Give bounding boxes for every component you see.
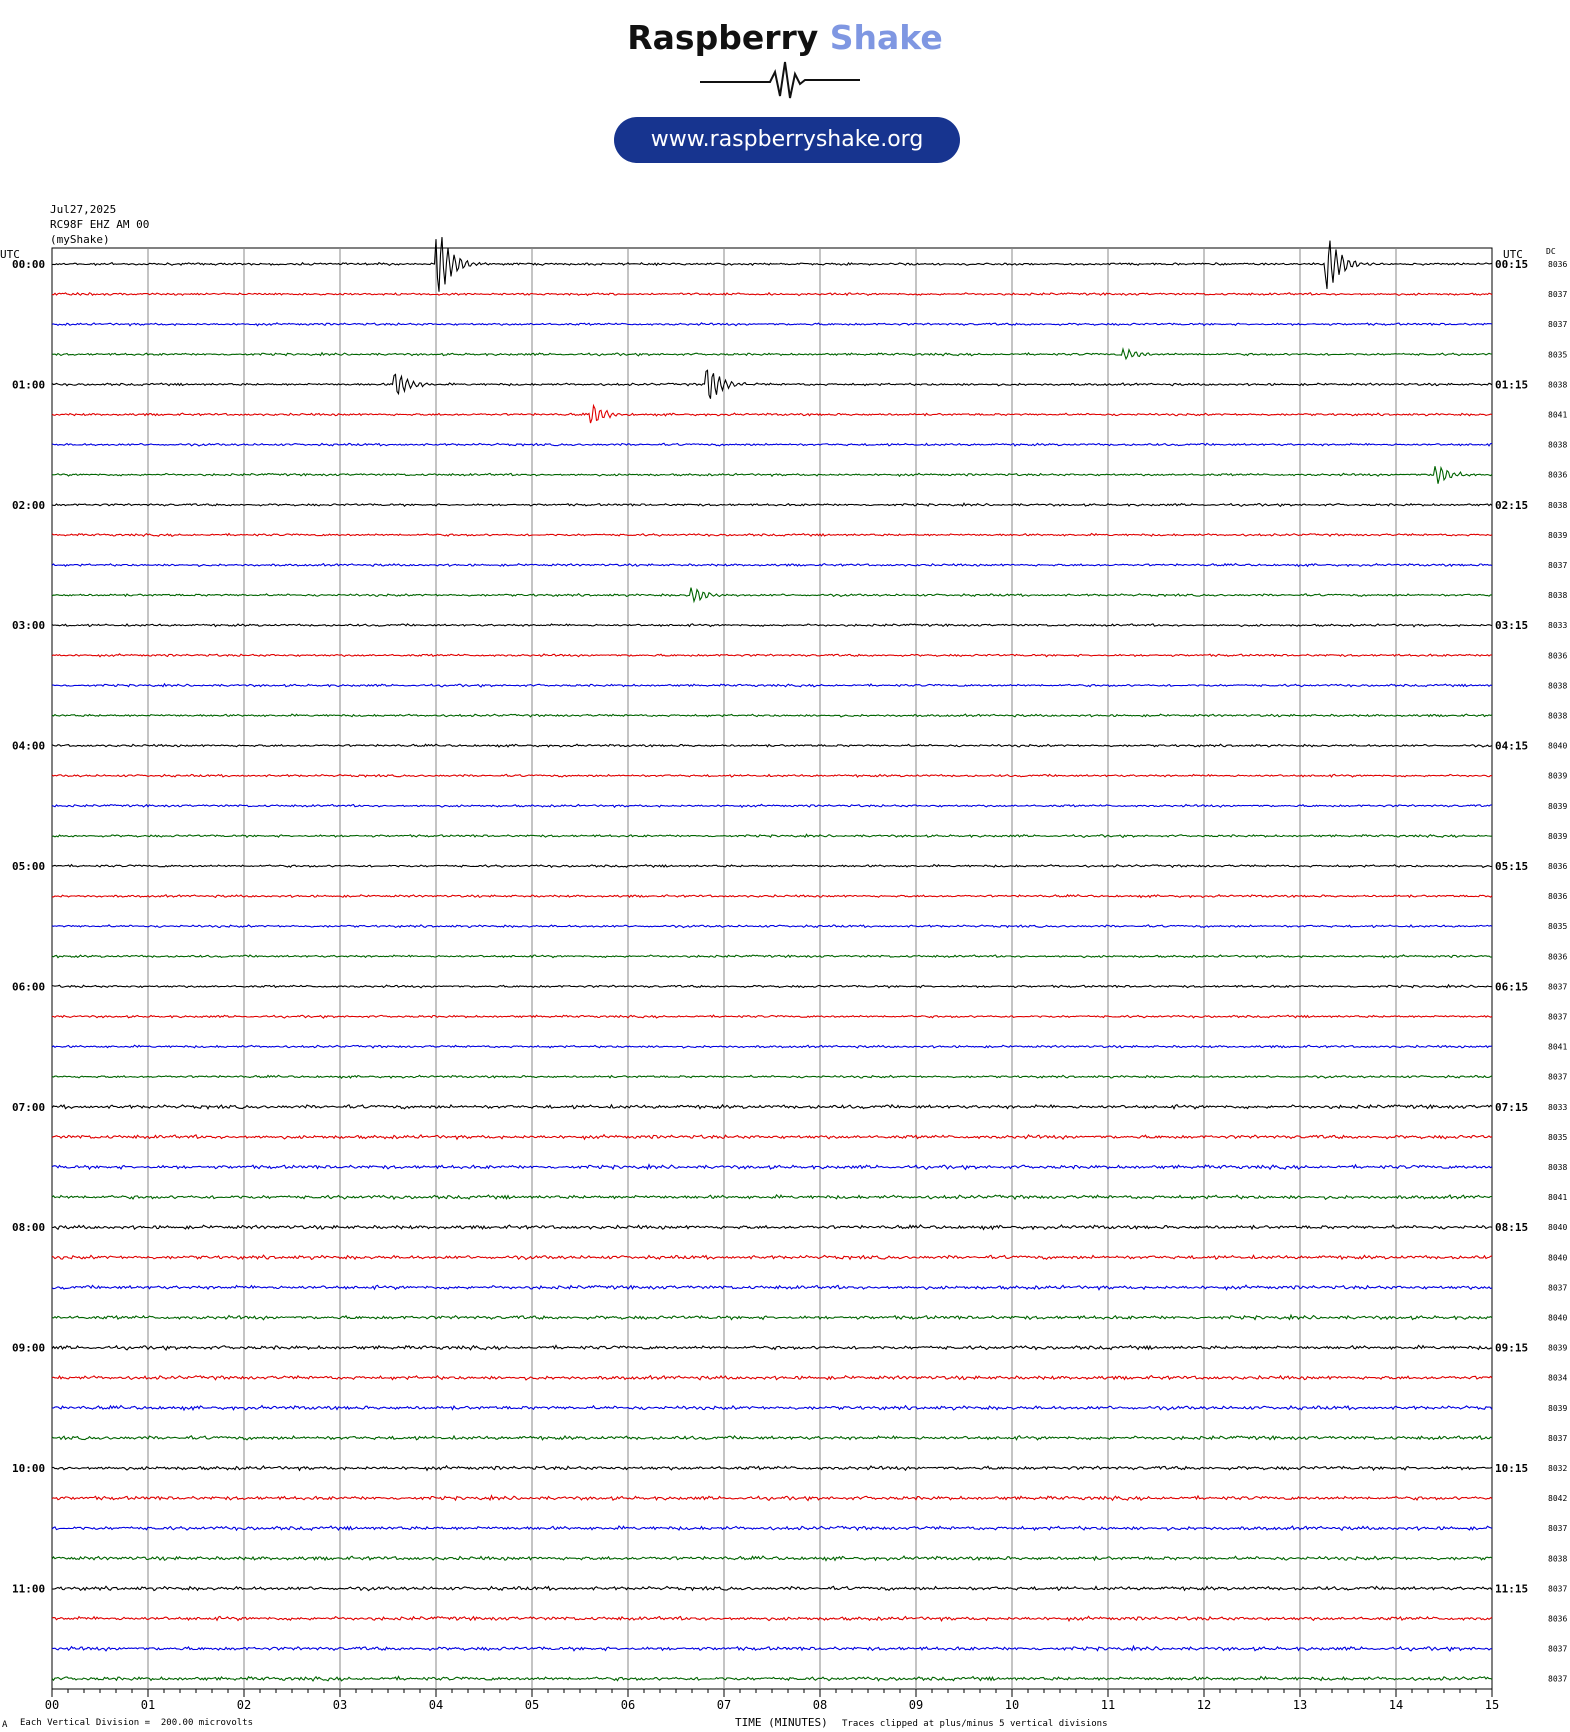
hour-label-left: 05:00 — [12, 860, 46, 873]
hour-label-left: 06:00 — [12, 980, 46, 994]
x-tick-label: 00 — [44, 1698, 60, 1712]
seismic-trace — [52, 1646, 1492, 1651]
x-tick-label: 01 — [140, 1698, 156, 1712]
hour-label-right: 10:15 — [1495, 1462, 1529, 1475]
website-link[interactable]: www.raspberryshake.org — [614, 117, 960, 163]
seismic-trace — [52, 1315, 1492, 1320]
hour-label-left: 04:00 — [12, 739, 46, 753]
seismic-trace — [52, 714, 1492, 717]
seismic-trace — [52, 443, 1492, 446]
seismic-trace — [52, 323, 1492, 326]
seismic-trace — [52, 1466, 1492, 1471]
hour-label-right: 07:15 — [1495, 1100, 1529, 1114]
dc-offset-value: 8037 — [1548, 1644, 1568, 1654]
seismic-trace — [52, 1677, 1492, 1681]
seismic-trace — [52, 349, 1492, 359]
seismic-trace — [52, 237, 1492, 292]
dc-offset-value: 8039 — [1548, 1343, 1568, 1353]
hour-label-left: 07:00 — [12, 1100, 46, 1114]
dc-offset-value: 8037 — [1548, 1283, 1568, 1293]
seismic-trace — [52, 466, 1492, 484]
hour-label-left: 11:00 — [12, 1582, 46, 1596]
dc-offset-value: 8032 — [1548, 1464, 1568, 1473]
dc-offset-value: 8037 — [1548, 290, 1568, 300]
network-name: (myShake) — [50, 233, 110, 246]
hour-label-right: 04:15 — [1495, 739, 1529, 753]
utc-right-label: UTC — [1503, 248, 1523, 261]
utc-left-label: UTC — [0, 248, 20, 261]
dc-offset-value: 8036 — [1548, 1614, 1568, 1624]
seismic-trace — [52, 1345, 1492, 1350]
dc-offset-value: 8042 — [1548, 1494, 1568, 1504]
seismic-trace — [52, 1436, 1492, 1440]
seismic-trace — [52, 684, 1492, 687]
seismic-trace — [52, 1616, 1492, 1621]
seismic-trace — [52, 774, 1492, 777]
dc-offset-value: 8037 — [1548, 1012, 1568, 1022]
dc-offset-value: 8040 — [1548, 1223, 1568, 1233]
hour-label-left: 10:00 — [12, 1462, 46, 1475]
seismic-trace — [52, 370, 1492, 398]
record-date: Jul27,2025 — [50, 203, 117, 216]
seismic-trace — [52, 588, 1492, 602]
clip-note: Traces clipped at plus/minus 5 vertical divisions — [842, 1719, 1108, 1729]
seismic-trace — [52, 834, 1492, 837]
dc-offset-value: 8035 — [1548, 922, 1568, 932]
x-tick-label: 11 — [1100, 1698, 1116, 1712]
dc-offset-value: 8038 — [1548, 380, 1568, 390]
seismic-trace — [52, 406, 1492, 424]
seismic-trace — [52, 624, 1492, 627]
hour-label-left: 02:00 — [12, 498, 46, 512]
x-tick-label: 02 — [236, 1698, 252, 1712]
dc-offset-value: 8035 — [1548, 1132, 1568, 1142]
brand-main: Raspberry — [627, 18, 819, 57]
hour-label-right: 11:15 — [1495, 1582, 1529, 1596]
seismic-trace — [52, 925, 1492, 928]
dc-offset-value: 8039 — [1548, 771, 1568, 781]
dc-offset-value: 8040 — [1548, 1313, 1568, 1323]
x-tick-label: 13 — [1292, 1698, 1308, 1712]
plot-frame — [52, 248, 1492, 1689]
seismic-trace — [52, 1526, 1492, 1530]
dc-offset-value: 8038 — [1548, 1163, 1568, 1172]
seismic-trace — [52, 1225, 1492, 1229]
hour-label-right: 00:15 — [1495, 258, 1529, 271]
corner-mark: A — [2, 1720, 8, 1730]
dc-offset-value: 8036 — [1548, 952, 1568, 962]
seismic-trace — [52, 1376, 1492, 1380]
dc-offset-value: 8039 — [1548, 530, 1568, 540]
dc-offset-value: 8038 — [1548, 681, 1568, 691]
seismic-trace — [52, 654, 1492, 657]
x-tick-label: 12 — [1196, 1698, 1212, 1712]
seismic-trace — [52, 1496, 1492, 1501]
seismic-trace — [52, 985, 1492, 988]
dc-offset-value: 8039 — [1548, 831, 1568, 841]
seismic-trace — [52, 534, 1492, 537]
x-axis-title: TIME (MINUTES) — [735, 1716, 828, 1729]
hour-label-left: 08:00 — [12, 1221, 46, 1235]
dc-offset-value: 8036 — [1548, 470, 1568, 480]
dc-offset-value: 8040 — [1548, 741, 1568, 751]
dc-offset-value: 8041 — [1548, 1042, 1568, 1052]
x-tick-label: 10 — [1004, 1698, 1020, 1712]
hour-label-right: 01:15 — [1495, 378, 1529, 392]
seismic-trace — [52, 564, 1492, 567]
dc-offset-value: 8036 — [1548, 651, 1568, 661]
hour-label-right: 08:15 — [1495, 1221, 1529, 1235]
dc-offset-value: 8038 — [1548, 591, 1568, 601]
seismic-trace — [52, 955, 1492, 958]
hour-label-right: 09:15 — [1495, 1341, 1529, 1355]
x-tick-label: 03 — [332, 1698, 348, 1712]
dc-offset-value: 8034 — [1548, 1373, 1568, 1383]
seismic-trace — [52, 895, 1492, 898]
seismic-trace — [52, 1105, 1492, 1109]
hour-label-left: 01:00 — [12, 378, 46, 392]
seismic-trace — [52, 503, 1492, 506]
seismic-trace — [52, 1195, 1492, 1199]
seismic-trace — [52, 1075, 1492, 1078]
seismic-trace — [52, 1135, 1492, 1140]
dc-offset-value: 8039 — [1548, 1403, 1568, 1413]
scale-note: Each Vertical Division = 200.00 microvolts — [20, 1718, 253, 1728]
hour-label-left: 09:00 — [12, 1341, 46, 1355]
dc-offset-value: 8038 — [1548, 711, 1568, 721]
seismic-trace — [52, 1586, 1492, 1590]
hour-label-right: 03:15 — [1495, 619, 1529, 633]
dc-offset-value: 8037 — [1548, 982, 1568, 992]
brand-accent: Shake — [829, 18, 943, 57]
seismic-trace — [52, 1556, 1492, 1560]
x-tick-label: 05 — [524, 1698, 540, 1712]
x-tick-label: 06 — [620, 1698, 636, 1712]
dc-offset-value: 8040 — [1548, 1253, 1568, 1263]
dc-offset-value: 8036 — [1548, 862, 1568, 871]
dc-offset-value: 8039 — [1548, 801, 1568, 811]
seismic-trace — [52, 293, 1492, 296]
dc-offset-value: 8041 — [1548, 410, 1568, 420]
dc-offset-value: 8033 — [1548, 1102, 1568, 1112]
hour-label-right: 06:15 — [1495, 980, 1529, 994]
dc-offset-value: 8037 — [1548, 1524, 1568, 1534]
x-tick-label: 14 — [1388, 1698, 1404, 1712]
seismic-trace — [52, 1406, 1492, 1410]
dc-offset-value: 8037 — [1548, 1674, 1568, 1684]
x-tick-label: 07 — [716, 1698, 732, 1712]
dc-offset-value: 8037 — [1548, 320, 1568, 330]
seismic-trace — [52, 1045, 1492, 1048]
dc-offset-value: 8038 — [1548, 440, 1568, 450]
hour-label-left: 03:00 — [12, 619, 46, 633]
seismic-trace — [52, 865, 1492, 868]
hour-label-right: 02:15 — [1495, 498, 1529, 512]
seismic-trace — [52, 1165, 1492, 1170]
hour-label-right: 05:15 — [1495, 860, 1529, 873]
dc-offset-value: 8037 — [1548, 1072, 1568, 1082]
hour-label-left: 00:00 — [12, 258, 46, 271]
dc-offset-value: 8036 — [1548, 260, 1568, 269]
seismic-trace — [52, 1285, 1492, 1290]
dc-offset-value: 8035 — [1548, 350, 1568, 360]
x-tick-label: 04 — [428, 1698, 444, 1712]
station-code: RC98F EHZ AM 00 — [50, 218, 150, 231]
dc-offset-value: 8036 — [1548, 892, 1568, 902]
dc-offset-value: 8033 — [1548, 621, 1568, 631]
dc-offset-value: 8038 — [1548, 1554, 1568, 1564]
seismic-trace — [52, 804, 1492, 807]
seismic-trace — [52, 1255, 1492, 1259]
dc-offset-value: 8038 — [1548, 500, 1568, 510]
dc-label: DC — [1546, 247, 1556, 256]
x-tick-label: 09 — [908, 1698, 924, 1712]
dc-offset-value: 8037 — [1548, 1433, 1568, 1443]
x-tick-label: 08 — [812, 1698, 828, 1712]
dc-offset-value: 8037 — [1548, 1584, 1568, 1594]
dc-offset-value: 8041 — [1548, 1193, 1568, 1203]
x-tick-label: 15 — [1484, 1698, 1500, 1712]
seismic-trace — [52, 744, 1492, 747]
dc-offset-value: 8037 — [1548, 561, 1568, 570]
seismic-trace — [52, 1015, 1492, 1018]
